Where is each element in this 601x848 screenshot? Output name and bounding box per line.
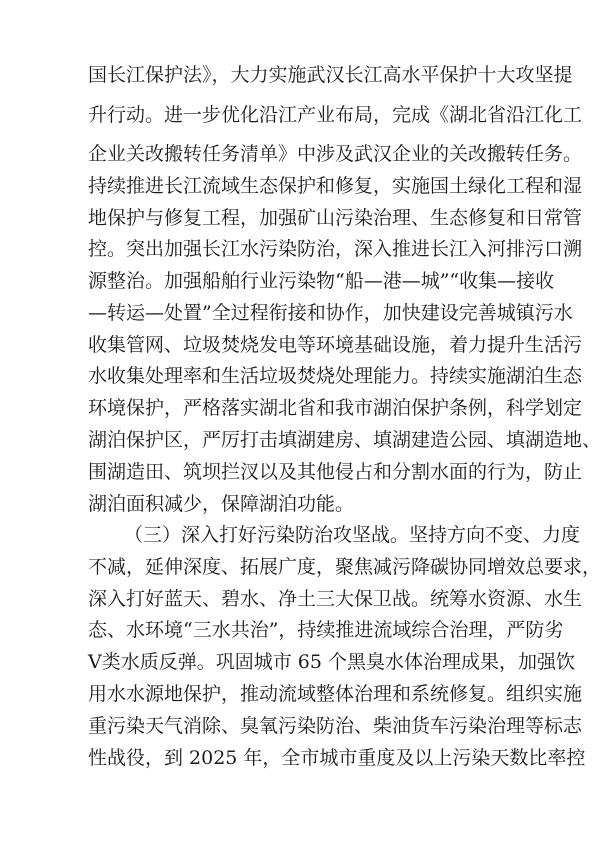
body-text-line: 水收集处理率和生活垃圾焚烧处理能力。持续实施湖泊生态 xyxy=(88,365,583,387)
body-text-line: 环境保护，严格落实湖北省和我市湖泊保护条例，科学划定 xyxy=(88,397,583,419)
body-text-line: —转运—处置”全过程衔接和协作，加快建设完善城镇污水 xyxy=(88,302,573,324)
body-text-line: Ⅴ类水质反弹。巩固城市 65 个黑臭水体治理成果，加强饮 xyxy=(88,651,575,673)
body-text-line: 持续推进长江流域生态保护和修复，实施国土绿化工程和湿 xyxy=(88,175,583,197)
body-text-line: 深入打好蓝天、碧水、净土三大保卫战。统筹水资源、水生 xyxy=(88,588,583,610)
body-text-line: 收集管网、垃圾焚烧发电等环境基础设施，着力提升生活污 xyxy=(88,334,583,356)
body-text-line: 地保护与修复工程，加强矿山污染治理、生态修复和日常管 xyxy=(88,207,583,229)
body-text-line: 湖泊面积减少，保障湖泊功能。 xyxy=(88,493,355,515)
body-text-line: 控。突出加强长江水污染防治，深入推进长江入河排污口溯 xyxy=(88,238,583,260)
body-text-line: 不减，延伸深度、拓展广度，聚焦减污降碳协同增效总要求， xyxy=(88,556,601,578)
body-text-line: 性战役，到 2025 年，全市城市重度及以上污染天数比率控 xyxy=(88,747,586,769)
body-text-line: 企业关改搬转任务清单》中涉及武汉企业的关改搬转任务。 xyxy=(88,143,583,165)
body-text-line: 升行动。进一步优化沿江产业布局，完成《湖北省沿江化工 xyxy=(88,104,583,126)
body-text-line: 源整治。加强船舶行业污染物“船—港—城”“收集—接收 xyxy=(88,270,555,292)
body-text-line: 湖泊保护区，严厉打击填湖建房、填湖建造公园、填湖造地、 xyxy=(88,429,601,451)
body-text-line: 国长江保护法》，大力实施武汉长江高水平保护十大攻坚提 xyxy=(88,64,573,86)
section-heading-line: （三）深入打好污染防治攻坚战。坚持方向不变、力度 xyxy=(124,524,581,546)
body-text-line: 围湖造田、筑坝拦汊以及其他侵占和分割水面的行为，防止 xyxy=(88,461,583,483)
body-text-line: 态、水环境“三水共治”，持续推进流域综合治理，严防劣 xyxy=(88,619,564,641)
body-text-line: 用水水源地保护，推动流域整体治理和系统修复。组织实施 xyxy=(88,683,583,705)
body-text-line: 重污染天气消除、臭氧污染防治、柴油货车污染治理等标志 xyxy=(88,715,583,737)
